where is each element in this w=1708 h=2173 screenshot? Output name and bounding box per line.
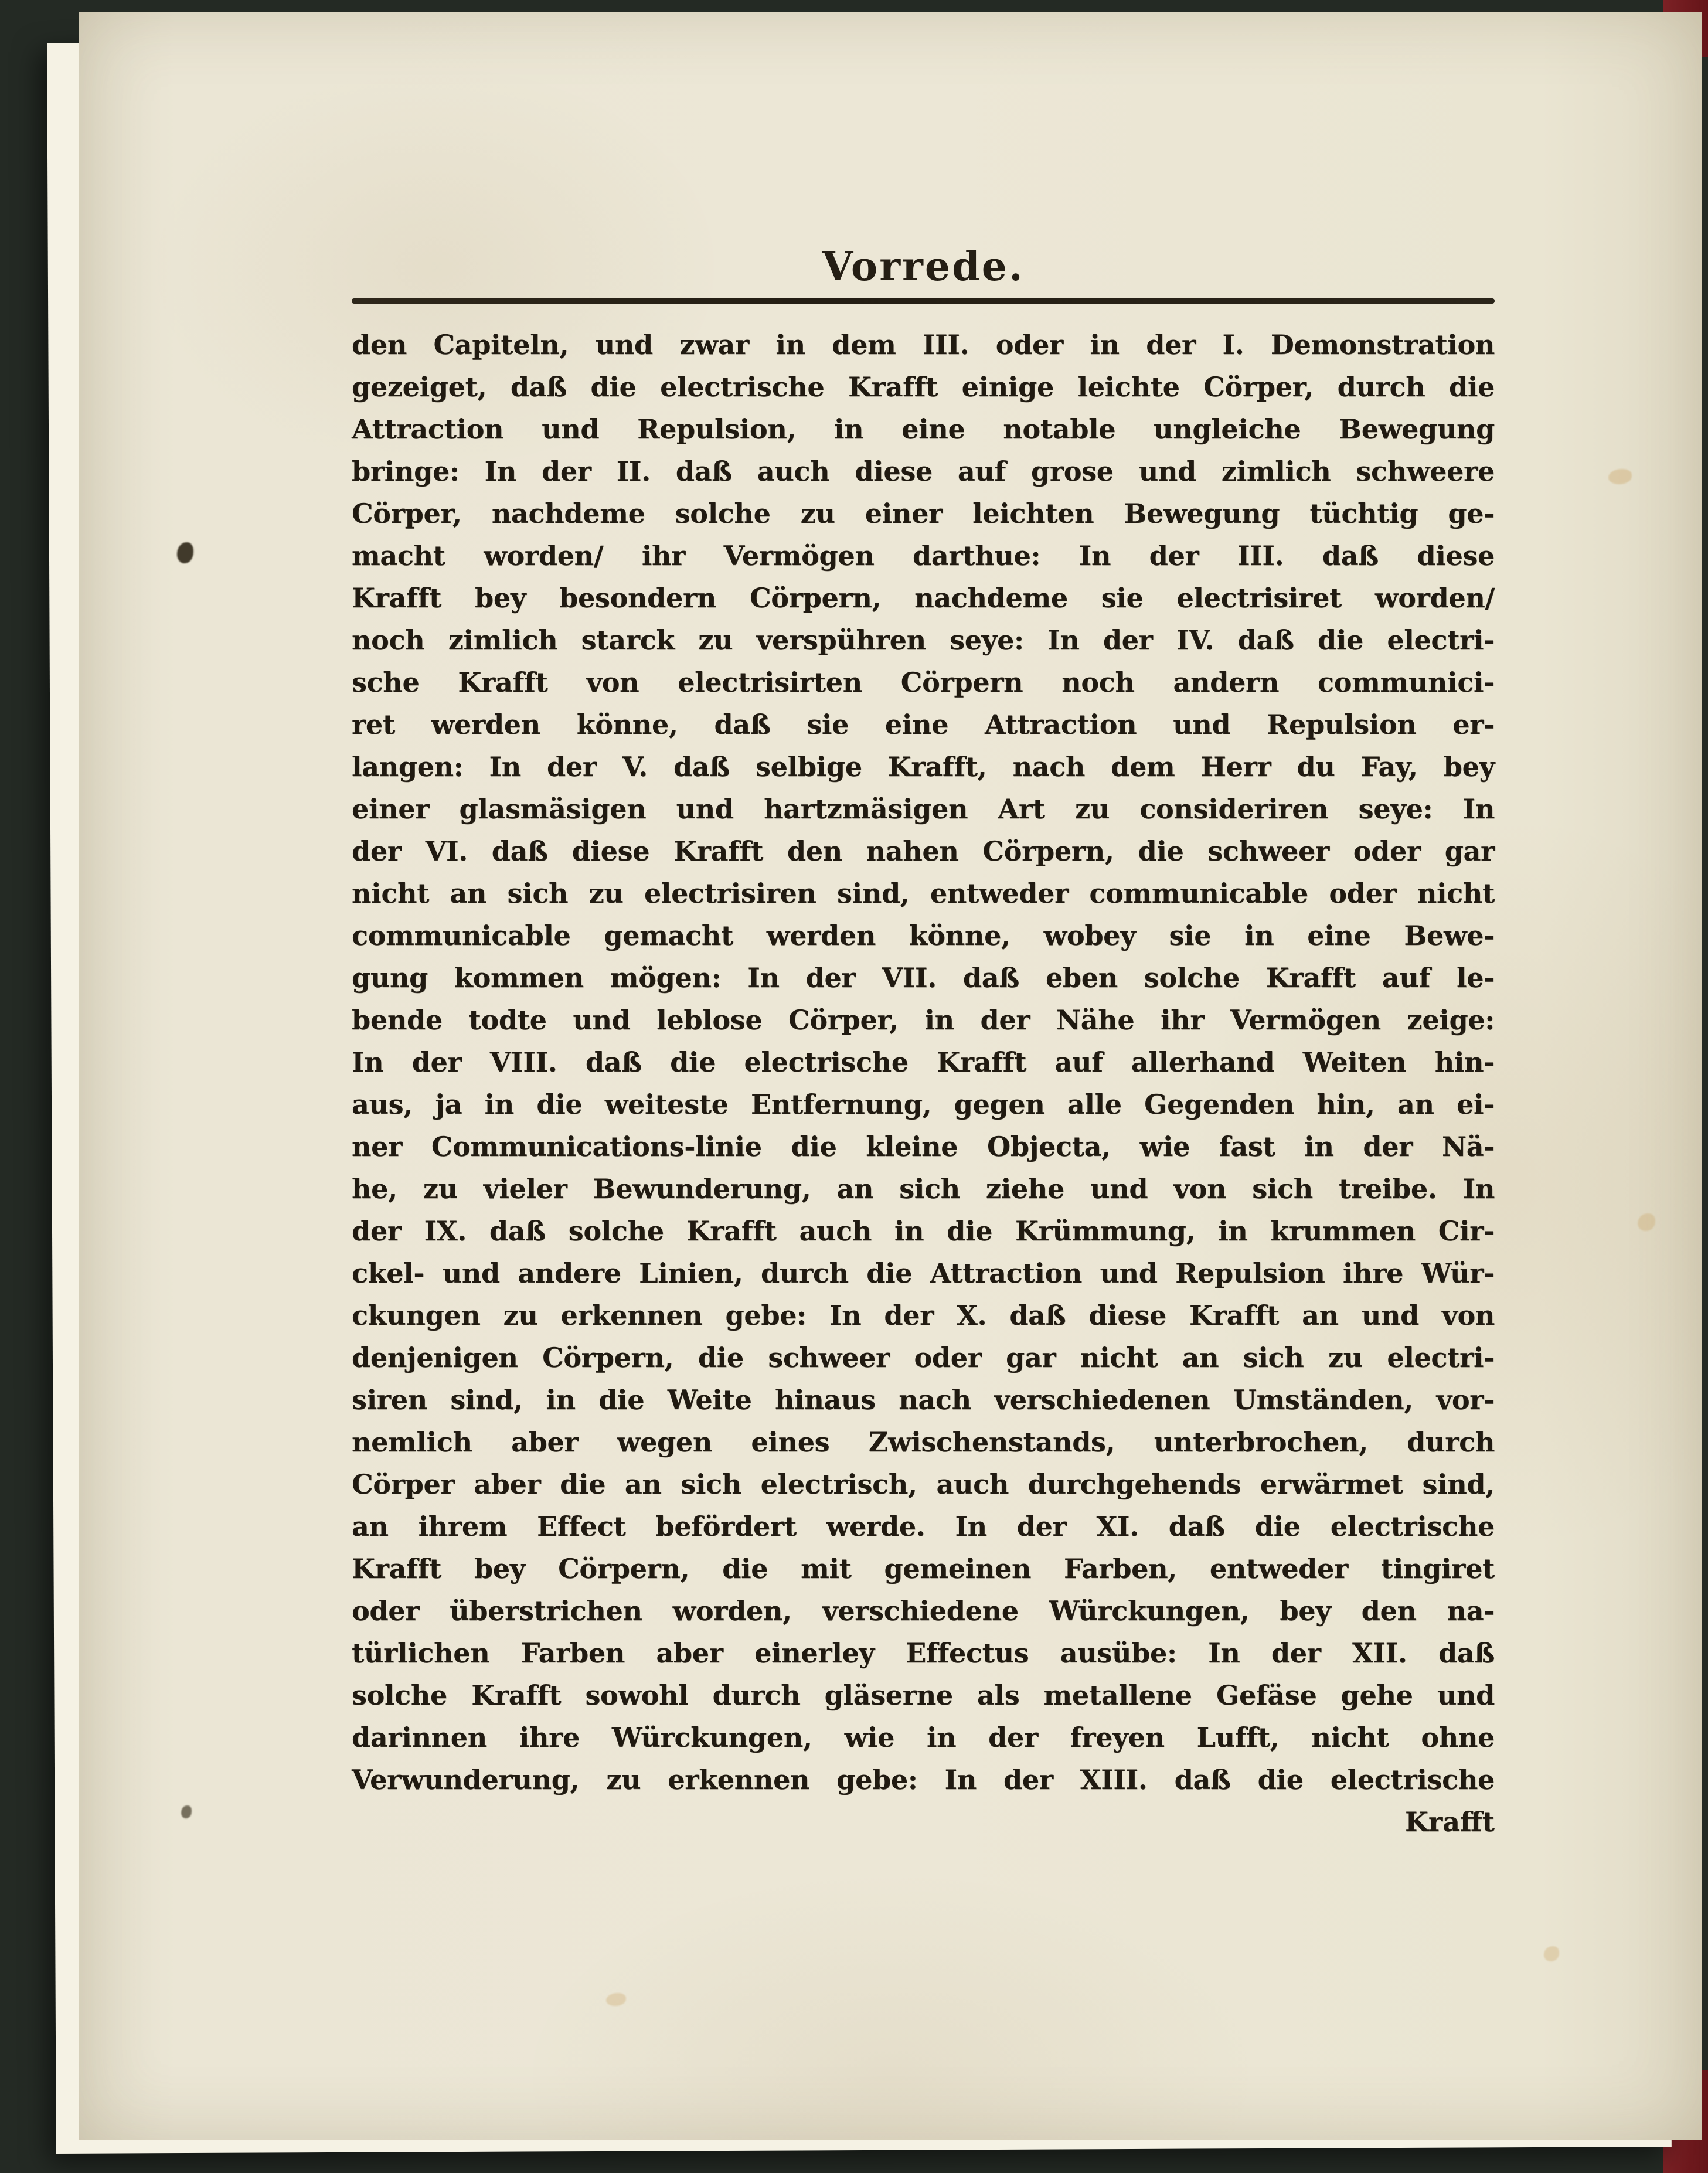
text-line: Attraction und Repulsion, in eine notable ungleiche Bewegung	[352, 413, 1495, 445]
ink-speck	[181, 1805, 192, 1818]
text-line: nicht an sich zu electrisiren sind, entweder communicable oder nicht	[352, 878, 1495, 909]
foxing-stain	[606, 1993, 626, 2006]
text-line: der IX. daß solche Krafft auch in die Krümmung, in krummen Cir-	[352, 1215, 1495, 1247]
text-line: gezeiget, daß die electrische Krafft einige leichte Cörper, durch die	[352, 371, 1495, 403]
text-line: ckungen zu erkennen gebe: In der X. daß diese Krafft an und von	[352, 1300, 1495, 1331]
heading-rule	[352, 298, 1495, 304]
text-line: einer glasmäsigen und hartzmäsigen Art zu consideriren seye: In	[352, 793, 1495, 825]
text-line: Cörper, nachdeme solche zu einer leichten Bewegung tüchtig ge-	[352, 498, 1495, 529]
text-line: sche Krafft von electrisirten Cörpern noch andern communici-	[352, 666, 1495, 698]
text-line: Cörper aber die an sich electrisch, auch durchgehends erwärmet sind,	[352, 1468, 1495, 1500]
text-line: aus, ja in die weiteste Entfernung, gegen alle Gegenden hin, an ei-	[352, 1089, 1495, 1120]
text-line: bringe: In der II. daß auch diese auf grose und zimlich schweere	[352, 455, 1495, 487]
text-line: nemlich aber wegen eines Zwischenstands, unterbrochen, durch	[352, 1426, 1495, 1458]
text-line: ner Communications-linie die kleine Objecta, wie fast in der Nä-	[352, 1131, 1495, 1162]
text-line: he, zu vieler Bewunderung, an sich ziehe und von sich treibe. In	[352, 1173, 1495, 1205]
text-line: langen: In der V. daß selbige Krafft, nach dem Herr du Fay, bey	[352, 751, 1495, 783]
text-line: denjenigen Cörpern, die schweer oder gar nicht an sich zu electri-	[352, 1342, 1495, 1373]
ink-speck	[177, 542, 193, 563]
text-line: Krafft bey besondern Cörpern, nachdeme sie electrisiret worden/	[352, 582, 1495, 614]
text-line: der VI. daß diese Krafft den nahen Cörpern, die schweer oder gar	[352, 835, 1495, 867]
text-line: communicable gemacht werden könne, wobey sie in eine Bewe-	[352, 920, 1495, 951]
text-line: In der VIII. daß die electrische Krafft auf allerhand Weiten hin-	[352, 1046, 1495, 1078]
body-text	[352, 324, 1495, 1801]
text-line: türlichen Farben aber einerley Effectus ausübe: In der XII. daß	[352, 1637, 1495, 1669]
text-line: an ihrem Effect befördert werde. In der XI. daß die electrische	[352, 1511, 1495, 1542]
foxing-stain	[1608, 469, 1632, 484]
text-line: den Capiteln, und zwar in dem III. oder in der I. Demonstration	[352, 329, 1495, 361]
text-line: Verwunderung, zu erkennen gebe: In der XIII. daß die electrische	[352, 1764, 1495, 1795]
text-line: ckel- und andere Linien, durch die Attraction und Repulsion ihre Wür-	[352, 1257, 1495, 1289]
text-line: darinnen ihre Würckungen, wie in der freyen Lufft, nicht ohne	[352, 1722, 1495, 1753]
foxing-stain	[1638, 1213, 1655, 1231]
text-line: noch zimlich starck zu verspühren seye: In der IV. daß die electri-	[352, 624, 1495, 656]
catchword: Krafft	[1404, 1806, 1495, 1838]
text-line: macht worden/ ihr Vermögen darthue: In der III. daß diese	[352, 540, 1495, 572]
text-line: gung kommen mögen: In der VII. daß eben solche Krafft auf le-	[352, 962, 1495, 994]
text-line: siren sind, in die Weite hinaus nach verschiedenen Umständen, vor-	[352, 1384, 1495, 1416]
page-heading: Vorrede.	[822, 243, 1025, 290]
text-line: Krafft bey Cörpern, die mit gemeinen Farben, entweder tingiret	[352, 1553, 1495, 1584]
foxing-stain	[1544, 1946, 1559, 1961]
text-line: oder überstrichen worden, verschiedene Würckungen, bey den na-	[352, 1595, 1495, 1627]
text-line: ret werden könne, daß sie eine Attraction und Repulsion er-	[352, 709, 1495, 740]
text-block	[352, 243, 1495, 1843]
text-line: bende todte und leblose Cörper, in der Nähe ihr Vermögen zeige:	[352, 1004, 1495, 1036]
text-line: solche Krafft sowohl durch gläserne als metallene Gefäse gehe und	[352, 1679, 1495, 1711]
